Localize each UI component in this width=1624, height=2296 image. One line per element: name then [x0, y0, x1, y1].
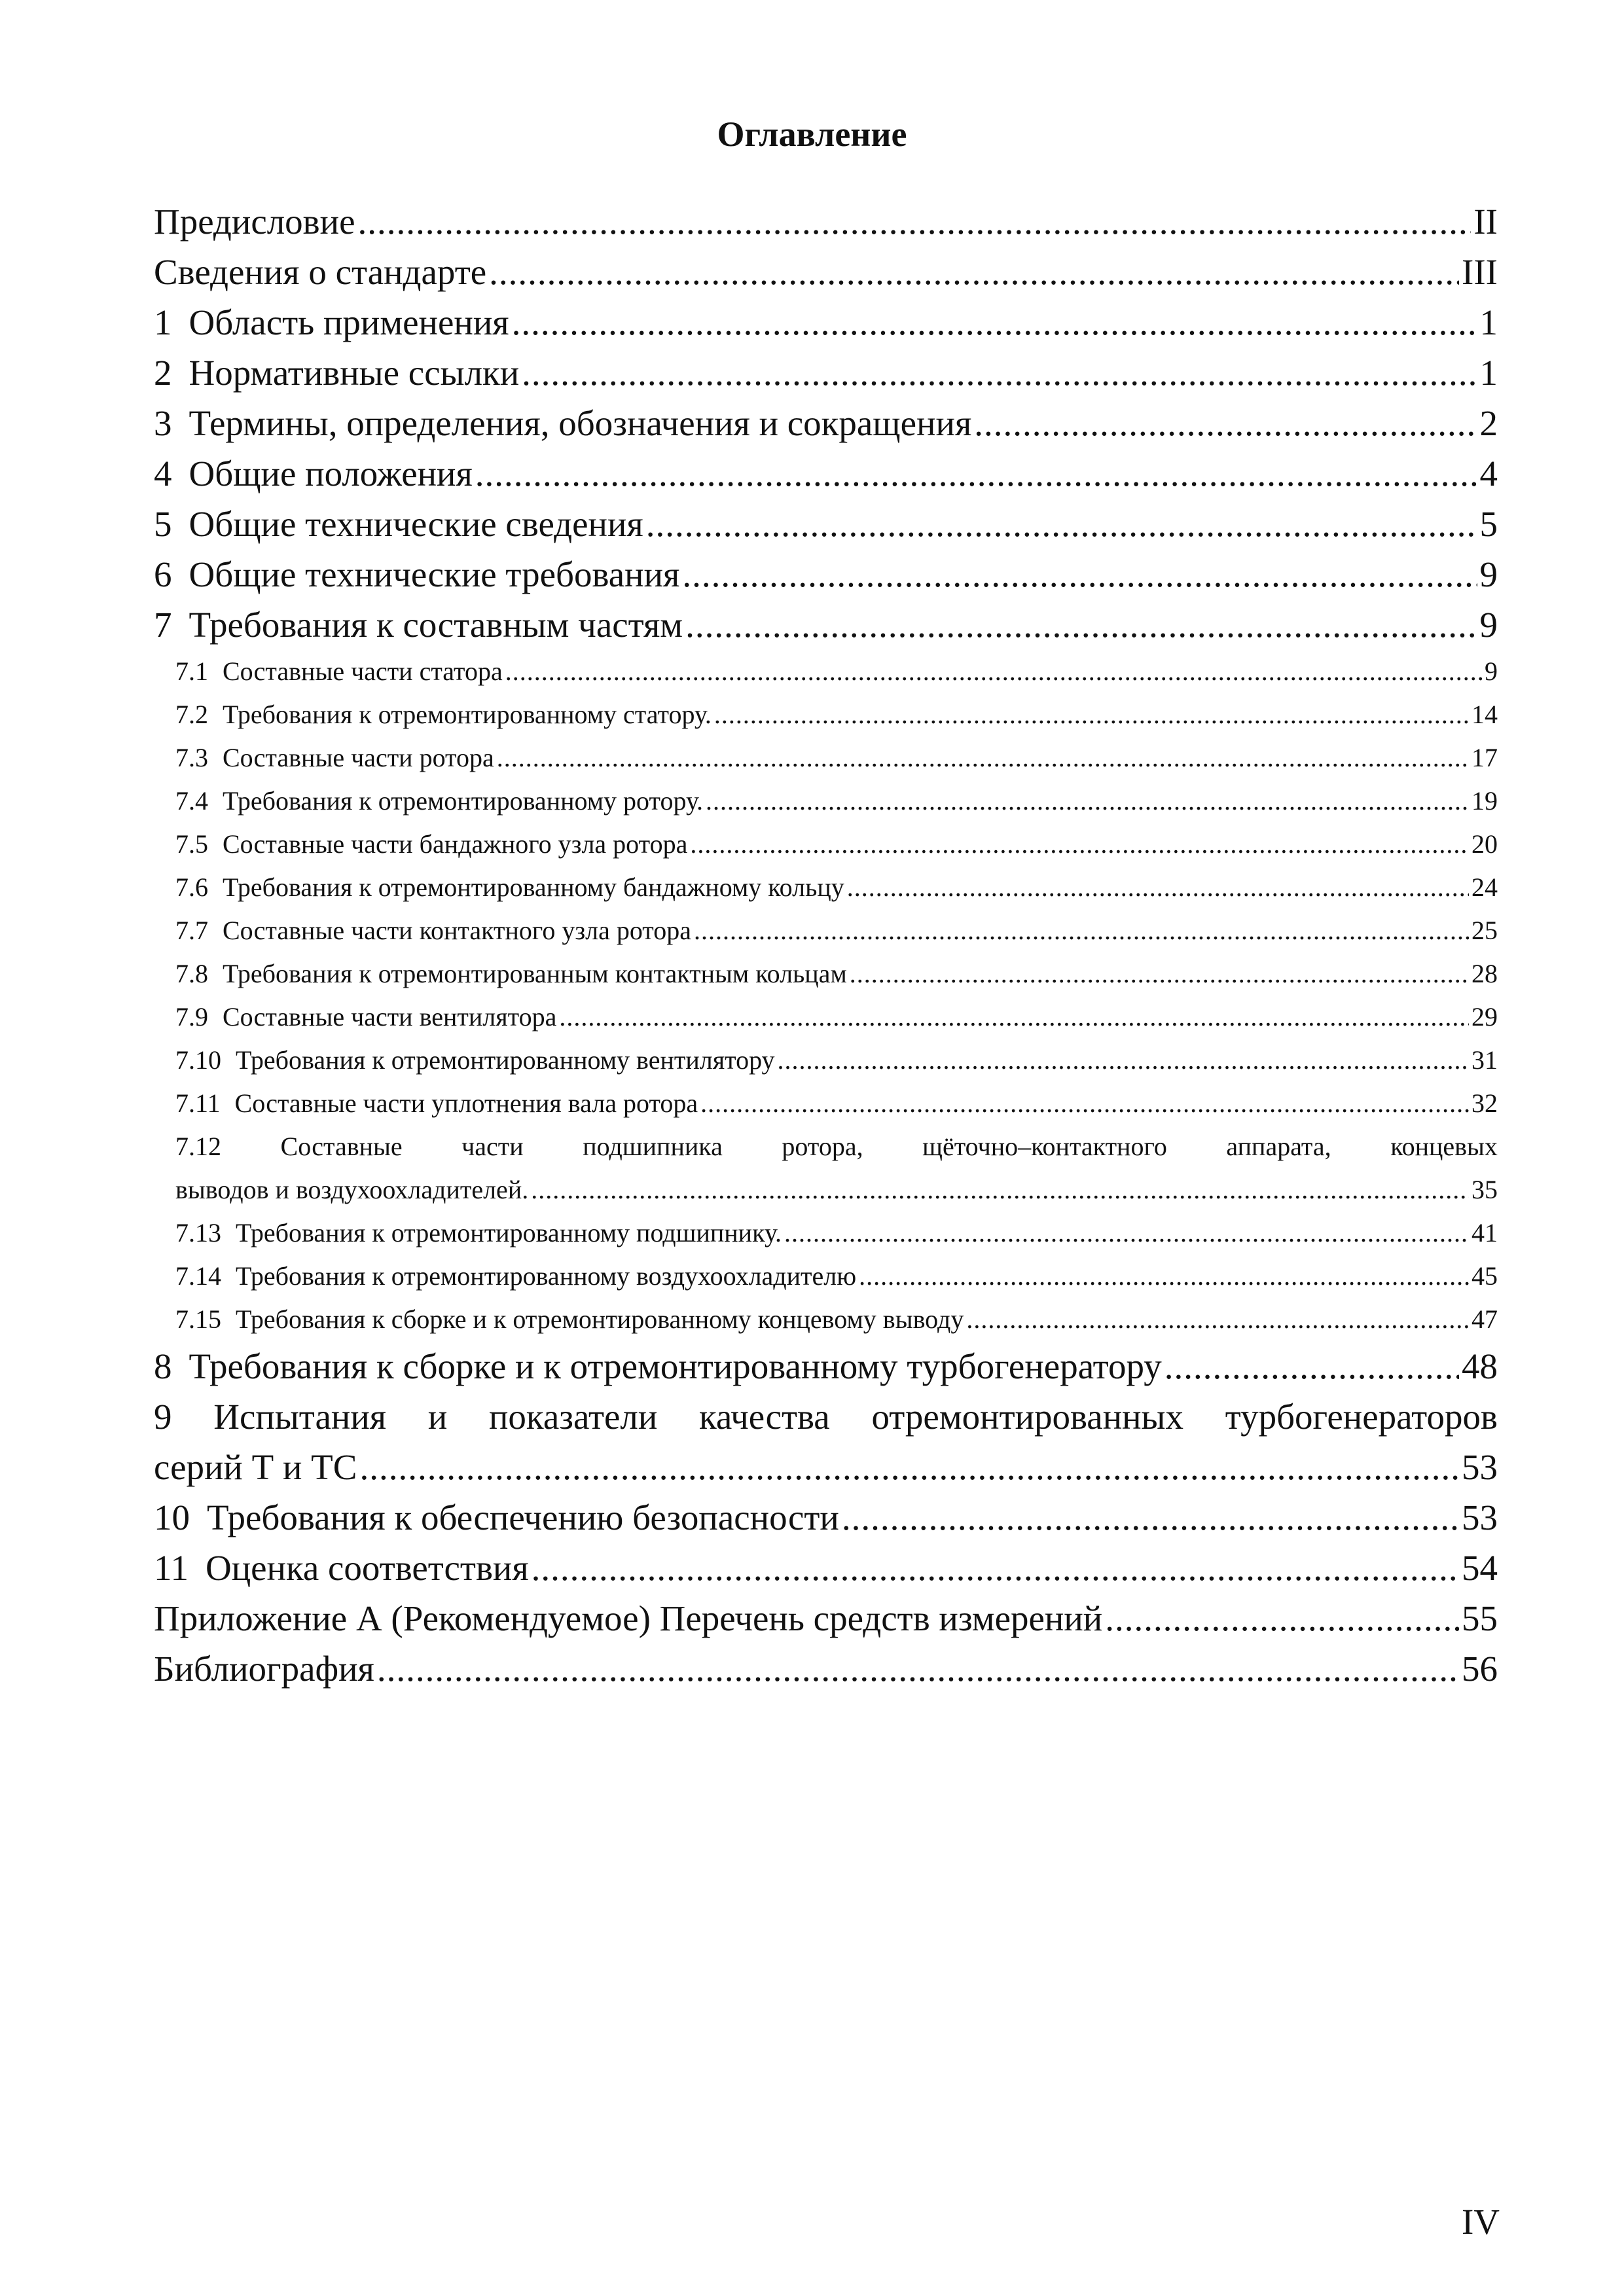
toc-leader-dots [358, 196, 1471, 247]
toc-entry-page: 55 [1462, 1598, 1498, 1638]
toc-leader-dots [1164, 1341, 1459, 1391]
toc-entry-label: Требования к составным частям [189, 605, 683, 645]
toc-subentry[interactable] [154, 693, 1498, 736]
toc-entry-number: 10 [154, 1498, 190, 1537]
toc-entry-page: II [1473, 202, 1498, 242]
toc-entry-number: 9 [154, 1397, 172, 1437]
toc-subentry-number: 7.9 [175, 1002, 208, 1031]
toc-subentry-label: Составные части статора [223, 656, 503, 686]
toc-subentry-label: Требования к отремонтированному статору. [223, 700, 712, 729]
toc-subentry-page: 45 [1471, 1261, 1498, 1291]
table-of-contents [154, 196, 1498, 1694]
toc-entry-label: Оценка соответствия [205, 1548, 529, 1588]
toc-leader-dots [974, 398, 1477, 448]
toc-leader-dots [531, 1168, 1469, 1211]
toc-subentry-label: Требования к сборке и к отремонтированному концевому выводу [236, 1304, 964, 1334]
page-number: IV [1461, 2202, 1500, 2242]
toc-subentry[interactable] [154, 650, 1498, 693]
toc-subentry-page: 19 [1471, 786, 1498, 816]
toc-entry-page: 9 [1479, 605, 1498, 645]
toc-entry[interactable] [154, 600, 1498, 650]
toc-subentry[interactable] [154, 1039, 1498, 1082]
toc-leader-dots [682, 549, 1477, 600]
toc-subentry-number: 7.12 [175, 1132, 221, 1161]
toc-entry-page: 1 [1479, 302, 1498, 342]
toc-entry-label: Приложение А (Рекомендуемое) Перечень средств измерений [154, 1598, 1103, 1638]
toc-entry-label: Сведения о стандарте [154, 252, 487, 292]
toc-word: щёточно–контактного [922, 1132, 1167, 1161]
toc-subentry-page: 25 [1471, 916, 1498, 945]
toc-subentry-number: 7.3 [175, 743, 208, 772]
toc-entry-number: 4 [154, 454, 172, 493]
toc-subentry-page: 47 [1471, 1304, 1498, 1334]
toc-word: части [461, 1132, 524, 1161]
toc-subentry[interactable] [154, 1255, 1498, 1298]
toc-entry-label: серий Т и ТС [154, 1447, 357, 1487]
toc-subentry-number: 7.8 [175, 959, 208, 988]
toc-entry-page: 4 [1479, 454, 1498, 493]
toc-subentry-number: 7.15 [175, 1304, 221, 1334]
toc-leader-dots [859, 1255, 1469, 1298]
toc-leader-dots [512, 297, 1477, 348]
toc-entry-9-line2[interactable] [154, 1442, 1498, 1492]
toc-subentry-page: 41 [1471, 1218, 1498, 1247]
toc-title: Оглавление [717, 115, 907, 154]
toc-entry-label: Нормативные ссылки [189, 353, 520, 393]
toc-entry-page: 9 [1479, 554, 1498, 594]
toc-entry-page: 56 [1462, 1649, 1498, 1689]
toc-entry[interactable] [154, 1593, 1498, 1643]
toc-subentry[interactable] [154, 823, 1498, 866]
toc-subentry-page: 17 [1471, 743, 1498, 772]
toc-subentry[interactable] [154, 1211, 1498, 1255]
toc-leader-dots [489, 247, 1459, 297]
toc-subentry-7-12-line1[interactable] [154, 1125, 1498, 1168]
toc-entry[interactable] [154, 297, 1498, 348]
toc-leader-dots [966, 1298, 1469, 1341]
toc-entry-number: 2 [154, 353, 172, 393]
toc-entry-label: Общие технические сведения [189, 504, 643, 544]
toc-entry-label: Предисловие [154, 202, 355, 242]
toc-leader-dots [690, 823, 1469, 866]
toc-leader-dots [685, 600, 1477, 650]
toc-entry-label: Требования к сборке и к отремонтированному турбогенератору [189, 1346, 1162, 1386]
toc-leader-dots [646, 499, 1477, 549]
toc-leader-dots [842, 1492, 1459, 1543]
toc-entry[interactable] [154, 1492, 1498, 1543]
toc-leader-dots [784, 1211, 1469, 1255]
toc-entry[interactable] [154, 549, 1498, 600]
toc-subentry-label: Требования к отремонтированным контактным кольцам [223, 959, 847, 988]
toc-word: аппарата, [1226, 1132, 1331, 1161]
toc-subentry[interactable] [154, 1298, 1498, 1341]
toc-entry[interactable] [154, 1643, 1498, 1694]
toc-subentry-page: 24 [1471, 872, 1498, 902]
toc-leader-dots [850, 952, 1469, 996]
toc-entry-number: 7 [154, 605, 172, 645]
toc-entry-label: Общие положения [189, 454, 473, 493]
toc-subentry-label: Требования к отремонтированному подшипнику. [236, 1218, 782, 1247]
toc-leader-dots [714, 693, 1469, 736]
toc-entry-label: Область применения [189, 302, 509, 342]
toc-subentry[interactable] [154, 909, 1498, 952]
toc-entry-page: 5 [1479, 504, 1498, 544]
toc-entry[interactable] [154, 398, 1498, 448]
toc-entry-label: Требования к обеспечению безопасности [207, 1498, 839, 1537]
toc-word: подшипника [583, 1132, 723, 1161]
toc-subentry-page: 28 [1471, 959, 1498, 988]
toc-leader-dots [377, 1643, 1459, 1694]
toc-subentry-label: Требования к отремонтированному вентилятору [236, 1045, 775, 1075]
toc-entry-number: 5 [154, 504, 172, 544]
toc-subentry[interactable] [154, 780, 1498, 823]
toc-subentry-label: Требования к отремонтированному бандажному кольцу [223, 872, 844, 902]
toc-entry-page: 2 [1479, 403, 1498, 443]
toc-subentry-page: 14 [1471, 700, 1498, 729]
toc-entry-page: 48 [1462, 1346, 1498, 1386]
toc-leader-dots [497, 736, 1469, 780]
toc-subentry-page: 9 [1485, 656, 1498, 686]
toc-subentry-number: 7.13 [175, 1218, 221, 1247]
toc-subentry-number: 7.10 [175, 1045, 221, 1075]
toc-subentry-label: Составные части ротора [223, 743, 494, 772]
toc-subentry[interactable] [154, 1082, 1498, 1125]
toc-leader-dots [359, 1442, 1459, 1492]
toc-entry-label: Общие технические требования [189, 554, 680, 594]
toc-leader-dots [778, 1039, 1469, 1082]
toc-entry[interactable] [154, 247, 1498, 297]
toc-subentry[interactable] [154, 996, 1498, 1039]
toc-leader-dots [706, 780, 1469, 823]
toc-subentry-7-12-line2[interactable] [154, 1168, 1498, 1211]
toc-leader-dots [694, 909, 1469, 952]
toc-leader-dots [505, 650, 1482, 693]
toc-subentry-number: 7.1 [175, 656, 208, 686]
toc-subentry-label: Составные части уплотнения вала ротора [234, 1088, 698, 1118]
toc-word: турбогенераторов [1225, 1397, 1498, 1437]
toc-leader-dots [700, 1082, 1469, 1125]
toc-word: ротора, [782, 1132, 863, 1161]
toc-subentry-page: 35 [1471, 1175, 1498, 1204]
toc-entry[interactable] [154, 348, 1498, 398]
toc-entry-number: 8 [154, 1346, 172, 1386]
toc-leader-dots [847, 866, 1469, 909]
toc-subentry-page: 29 [1471, 1002, 1498, 1031]
toc-subentry-number: 7.5 [175, 829, 208, 859]
toc-entry-9-line1[interactable] [154, 1391, 1498, 1442]
toc-entry-page: 53 [1462, 1498, 1498, 1537]
toc-subentry-label: Составные части контактного узла ротора [223, 916, 692, 945]
toc-subentry-label: Составные части вентилятора [223, 1002, 557, 1031]
toc-entry-page: 1 [1479, 353, 1498, 393]
toc-word: Составные [280, 1132, 403, 1161]
toc-subentry-number: 7.6 [175, 872, 208, 902]
toc-entry[interactable] [154, 1341, 1498, 1391]
toc-subentry[interactable] [154, 952, 1498, 996]
toc-leader-dots [532, 1543, 1459, 1593]
toc-entry[interactable] [154, 499, 1498, 549]
toc-entry-page: 54 [1462, 1548, 1498, 1588]
toc-subentry-page: 32 [1471, 1088, 1498, 1118]
toc-entry[interactable] [154, 196, 1498, 247]
toc-subentry-number: 7.7 [175, 916, 208, 945]
toc-entry-number: 1 [154, 302, 172, 342]
toc-entry[interactable] [154, 448, 1498, 499]
toc-word: и [427, 1397, 448, 1437]
toc-subentry-number: 7.4 [175, 786, 208, 816]
toc-entry-label: Термины, определения, обозначения и сокращения [189, 403, 972, 443]
toc-subentry-label: Требования к отремонтированному ротору. [223, 786, 703, 816]
toc-entry-number: 3 [154, 403, 172, 443]
toc-word: отремонтированных [871, 1397, 1184, 1437]
toc-entry[interactable] [154, 1543, 1498, 1593]
toc-entry-page: III [1462, 252, 1498, 292]
toc-word: концевых [1390, 1132, 1498, 1161]
toc-leader-dots [522, 348, 1477, 398]
toc-subentry-label: выводов и воздухоохладителей. [175, 1175, 529, 1204]
toc-entry-number: 6 [154, 554, 172, 594]
toc-subentry-number: 7.14 [175, 1261, 221, 1291]
toc-leader-dots [1105, 1593, 1459, 1643]
toc-subentry-number: 7.11 [175, 1088, 221, 1118]
toc-subentry[interactable] [154, 736, 1498, 780]
toc-subentry-label: Составные части бандажного узла ротора [223, 829, 688, 859]
toc-entry-number: 11 [154, 1548, 189, 1588]
toc-subentry[interactable] [154, 866, 1498, 909]
toc-subentry-page: 31 [1471, 1045, 1498, 1075]
toc-word: качества [699, 1397, 830, 1437]
toc-word: показатели [489, 1397, 658, 1437]
toc-subentry-number: 7.2 [175, 700, 208, 729]
toc-leader-dots [475, 448, 1477, 499]
toc-subentry-label: Требования к отремонтированному воздухоохладителю [236, 1261, 857, 1291]
toc-subentry-page: 20 [1471, 829, 1498, 859]
toc-word: Испытания [213, 1397, 387, 1437]
toc-entry-label: Библиография [154, 1649, 374, 1689]
toc-entry-page: 53 [1462, 1447, 1498, 1487]
toc-leader-dots [559, 996, 1469, 1039]
